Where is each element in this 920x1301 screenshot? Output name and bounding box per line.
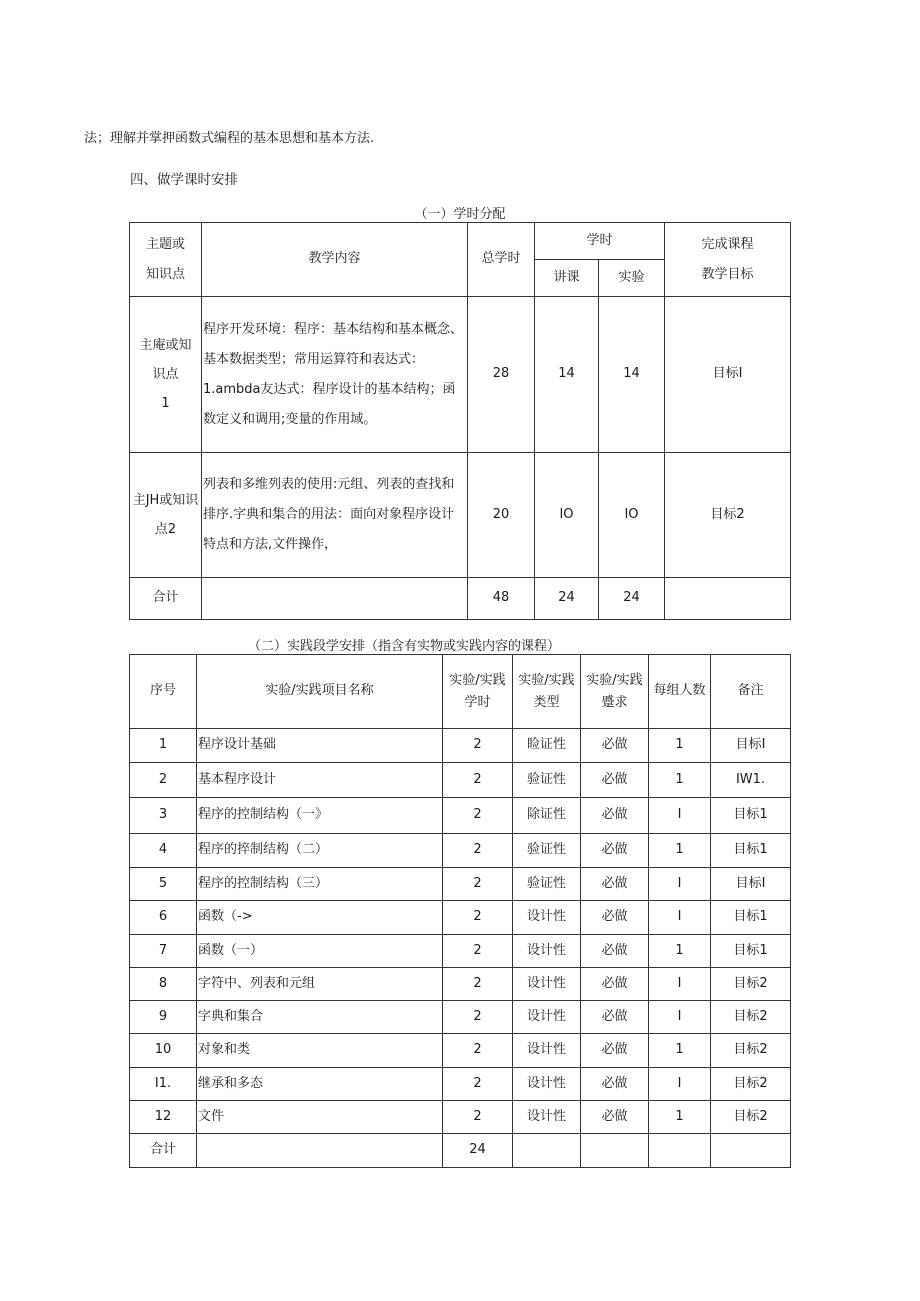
- hours-cell: 2: [443, 901, 513, 935]
- people-cell: 1: [649, 729, 711, 763]
- header-topic-line: 知识点: [145, 266, 185, 282]
- header-hours: [443, 655, 513, 729]
- header-goal: [665, 223, 791, 297]
- no-cell: 3: [130, 798, 197, 834]
- topic-line: 点2: [154, 522, 177, 537]
- goal-cell: 目标2: [665, 453, 791, 578]
- header-people: 每组人数: [649, 655, 711, 729]
- header-type-line: 类型: [533, 694, 560, 710]
- name-cell: 对象和类: [197, 1034, 443, 1068]
- header-hours-line: 实验/实践: [449, 672, 506, 688]
- lecture-hours-cell: IO: [535, 453, 599, 578]
- table1-caption: （一）学时分配: [414, 207, 506, 222]
- header-total-hours: 总学时: [468, 223, 535, 297]
- name-cell: 字符中、列表和元组: [197, 968, 443, 1001]
- name-cell: 程序的控制结构（三）: [197, 868, 443, 901]
- type-cell: 睑证性: [513, 729, 581, 763]
- header-note: 备注: [711, 655, 791, 729]
- table-row: [130, 1034, 791, 1068]
- hours-cell: 2: [443, 763, 513, 798]
- note-cell: IW1.: [711, 763, 791, 798]
- header-name: 实验/实践项目名称: [197, 655, 443, 729]
- table-row: [130, 1001, 791, 1034]
- no-cell: 1: [130, 729, 197, 763]
- header-goal-line: 教学目标: [701, 266, 754, 282]
- requirement-cell: 必做: [581, 935, 649, 968]
- hours-cell: 2: [443, 1001, 513, 1034]
- name-cell: 程序的控制结构（一》: [197, 798, 443, 834]
- people-cell: 1: [649, 1034, 711, 1068]
- total-label: 合计: [130, 578, 202, 620]
- people-cell: I: [649, 1001, 711, 1034]
- lecture-hours-cell: 14: [535, 297, 599, 453]
- no-cell: 2: [130, 763, 197, 798]
- content-cell: [202, 297, 468, 453]
- total-hours-cell: 28: [468, 297, 535, 453]
- empty-cell: [581, 1134, 649, 1168]
- type-cell: 设计性: [513, 901, 581, 935]
- header-lecture: 讲课: [535, 260, 599, 297]
- topic-line: 识点: [152, 367, 179, 382]
- total-label: 合计: [130, 1134, 197, 1168]
- total-row: [130, 578, 791, 620]
- content-line: 列表和多维列表的使用:元组、列表的查找和: [203, 477, 455, 492]
- name-cell: 基本程序设计: [197, 763, 443, 798]
- people-cell: I: [649, 968, 711, 1001]
- note-cell: 目标2: [711, 1001, 791, 1034]
- requirement-cell: 必做: [581, 901, 649, 935]
- lab-hours-cell: IO: [599, 453, 665, 578]
- total-hours-cell: 20: [468, 453, 535, 578]
- name-cell: 程序的捽制结构（二）: [197, 834, 443, 868]
- header-goal-line: 完成课程: [701, 236, 754, 252]
- note-cell: 目标I: [711, 868, 791, 901]
- no-cell: 8: [130, 968, 197, 1001]
- header-requirement: [581, 655, 649, 729]
- empty-cell: [711, 1134, 791, 1168]
- table-row: [130, 1101, 791, 1134]
- type-cell: 设计性: [513, 968, 581, 1001]
- requirement-cell: 必做: [581, 1034, 649, 1068]
- hours-allocation-table: [129, 222, 791, 620]
- table-row: [130, 729, 791, 763]
- header-requirement-line: 蹙求: [601, 694, 628, 710]
- content-cell: [202, 453, 468, 578]
- hours-cell: 2: [443, 1068, 513, 1101]
- content-line: 1.ambda友达式：程序设计的基本结构；函: [203, 381, 456, 397]
- lab-hours-cell: 14: [599, 297, 665, 453]
- topic-cell: [130, 297, 202, 453]
- empty-cell: [665, 578, 791, 620]
- note-cell: 目标1: [711, 798, 791, 834]
- type-cell: 设计性: [513, 1034, 581, 1068]
- note-cell: 目标2: [711, 968, 791, 1001]
- table-row: [130, 901, 791, 935]
- requirement-cell: 必做: [581, 834, 649, 868]
- name-cell: 文件: [197, 1101, 443, 1134]
- hours-cell: 2: [443, 868, 513, 901]
- note-cell: 目标1: [711, 901, 791, 935]
- no-cell: I1.: [130, 1068, 197, 1101]
- topic-cell: [130, 453, 202, 578]
- section-heading: 四、做学课时安排: [130, 172, 238, 188]
- intro-line: 法；理解并掌押函数式编程的基本思想和基本方法.: [84, 131, 375, 146]
- header-topic-line: 主题或: [145, 236, 185, 252]
- type-cell: 验证性: [513, 868, 581, 901]
- table-row: [130, 798, 791, 834]
- requirement-cell: 必做: [581, 968, 649, 1001]
- table-row: [130, 1068, 791, 1101]
- name-cell: 函数（->: [197, 901, 443, 935]
- requirement-cell: 必做: [581, 1068, 649, 1101]
- topic-line: 1: [161, 396, 170, 411]
- type-cell: 设计性: [513, 1001, 581, 1034]
- hours-cell: 2: [443, 798, 513, 834]
- empty-cell: [202, 578, 468, 620]
- type-cell: 验证性: [513, 834, 581, 868]
- people-cell: 1: [649, 834, 711, 868]
- content-line: 基本数据类型；常用运算符和表达式：: [203, 351, 425, 367]
- total-hours-cell: 48: [468, 578, 535, 620]
- requirement-cell: 必做: [581, 798, 649, 834]
- content-line: 程序开发环境：程序：基本结构和基本概念、: [203, 321, 464, 337]
- topic-line: 主庵或知: [139, 338, 192, 353]
- people-cell: 1: [649, 1101, 711, 1134]
- note-cell: 目标2: [711, 1068, 791, 1101]
- name-cell: 继承和多态: [197, 1068, 443, 1101]
- people-cell: I: [649, 901, 711, 935]
- table-row: [130, 297, 791, 453]
- people-cell: 1: [649, 935, 711, 968]
- requirement-cell: 必做: [581, 1001, 649, 1034]
- lab-hours-cell: 24: [599, 578, 665, 620]
- no-cell: 6: [130, 901, 197, 935]
- total-row: [130, 1134, 791, 1168]
- no-cell: 12: [130, 1101, 197, 1134]
- table-row: [130, 834, 791, 868]
- header-no: 序号: [130, 655, 197, 729]
- table-row: [130, 968, 791, 1001]
- name-cell: 函数（一）: [197, 935, 443, 968]
- requirement-cell: 必做: [581, 868, 649, 901]
- hours-cell: 2: [443, 935, 513, 968]
- content-line: 特点和方法,文件操作，: [203, 537, 338, 552]
- type-cell: 设计性: [513, 935, 581, 968]
- header-lab: 实验: [599, 260, 665, 297]
- people-cell: I: [649, 868, 711, 901]
- header-type: [513, 655, 581, 729]
- hours-cell: 2: [443, 968, 513, 1001]
- goal-cell: 目标I: [665, 297, 791, 453]
- hours-cell: 2: [443, 1101, 513, 1134]
- table-row: [130, 935, 791, 968]
- no-cell: 4: [130, 834, 197, 868]
- table-row: [130, 453, 791, 578]
- empty-cell: [649, 1134, 711, 1168]
- note-cell: 目标1: [711, 834, 791, 868]
- header-type-line: 实验/实践: [518, 672, 575, 688]
- requirement-cell: 必做: [581, 763, 649, 798]
- name-cell: 程序设计基础: [197, 729, 443, 763]
- type-cell: 验证性: [513, 763, 581, 798]
- hours-cell: 2: [443, 834, 513, 868]
- content-line: 数定义和调用;变量的作用域。: [203, 411, 377, 427]
- no-cell: 9: [130, 1001, 197, 1034]
- empty-cell: [513, 1134, 581, 1168]
- people-cell: I: [649, 1068, 711, 1101]
- header-hours-line: 学时: [464, 694, 491, 710]
- type-cell: 设计性: [513, 1068, 581, 1101]
- header-content: 教学内容: [202, 223, 468, 297]
- content-line: 排序.字典和集合的用法：面向对象程序设计: [203, 507, 455, 522]
- name-cell: 字典和集合: [197, 1001, 443, 1034]
- note-cell: 目标1: [711, 935, 791, 968]
- header-hours: 学时: [535, 223, 665, 260]
- note-cell: 目标I: [711, 729, 791, 763]
- header-requirement-line: 实验/实践: [586, 672, 643, 688]
- table-row: [130, 763, 791, 798]
- empty-cell: [197, 1134, 443, 1168]
- hours-cell: 2: [443, 729, 513, 763]
- hours-cell: 24: [443, 1134, 513, 1168]
- people-cell: I: [649, 798, 711, 834]
- table-header-row: [130, 655, 791, 729]
- no-cell: 5: [130, 868, 197, 901]
- practice-schedule-table: [129, 654, 791, 1168]
- lecture-hours-cell: 24: [535, 578, 599, 620]
- note-cell: 目标2: [711, 1034, 791, 1068]
- requirement-cell: 必做: [581, 729, 649, 763]
- no-cell: 10: [130, 1034, 197, 1068]
- requirement-cell: 必做: [581, 1101, 649, 1134]
- header-topic: [130, 223, 202, 297]
- no-cell: 7: [130, 935, 197, 968]
- type-cell: 除证性: [513, 798, 581, 834]
- hours-cell: 2: [443, 1034, 513, 1068]
- table-row: [130, 868, 791, 901]
- people-cell: 1: [649, 763, 711, 798]
- table2-caption: （二）实践段学安排（指含有实物或实践内容的课程）: [248, 639, 561, 654]
- type-cell: 设计性: [513, 1101, 581, 1134]
- topic-line: 主JH或知识: [132, 493, 199, 508]
- note-cell: 目标2: [711, 1101, 791, 1134]
